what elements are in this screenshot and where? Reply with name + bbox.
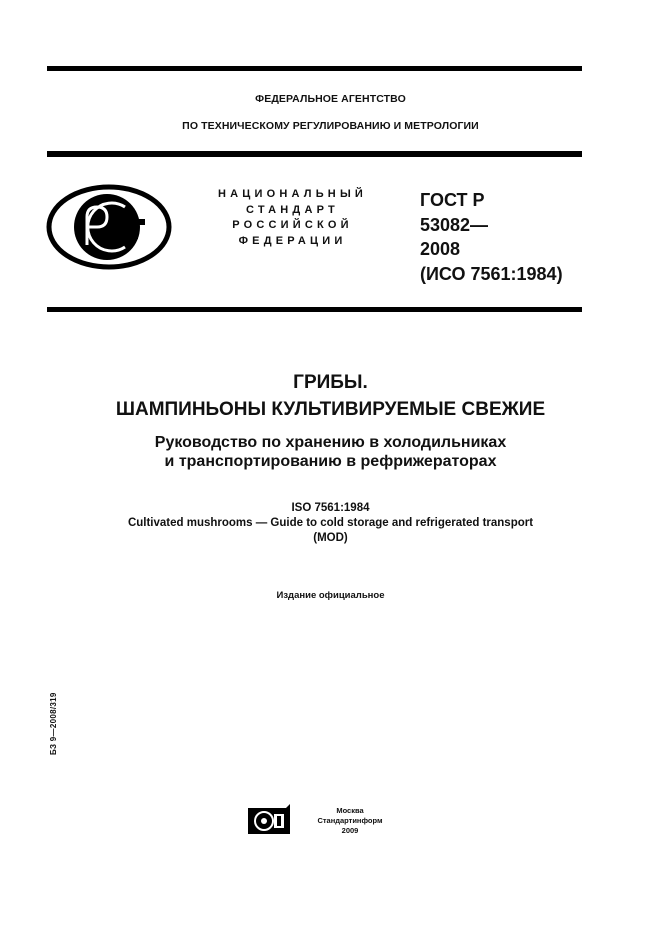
iso-reference: ISO 7561:1984 Cultivated mushrooms — Guide to cold storage and refrigerated transport (MOD) (127, 502, 534, 544)
gost-r-logo-icon (45, 183, 175, 278)
subtitle: Руководство по хранению в холодильниках и транспортированию в рефрижераторах (154, 434, 507, 470)
agency-line-1: ФЕДЕРАЛЬНОЕ АГЕНТСТВО (255, 93, 406, 105)
edition-label: Издание официальное (276, 590, 385, 601)
standard-designation: ГОСТ Р 53082— 2008 (ИСО 7561:1984) (420, 190, 563, 284)
side-note: БЗ 9—2008/319 (49, 692, 58, 755)
national-standard-label: НАЦИОНАЛЬНЫЙ СТАНДАРТ РОССИЙСКОЙ ФЕДЕРАЦИИ (217, 188, 368, 247)
standard-rule (47, 307, 582, 312)
title-line-2: ШАМПИНЬОНЫ КУЛЬТИВИРУЕМЫЕ СВЕЖИЕ (115, 399, 546, 420)
top-rule (47, 66, 582, 71)
header-rule (47, 151, 582, 157)
standartinform-logo-icon (246, 804, 292, 843)
publisher-info: Москва Стандартинформ 2009 (317, 806, 383, 835)
title-line-1: ГРИБЫ. (293, 372, 368, 393)
agency-line-2: ПО ТЕХНИЧЕСКОМУ РЕГУЛИРОВАНИЮ И МЕТРОЛОГИИ (182, 120, 479, 132)
